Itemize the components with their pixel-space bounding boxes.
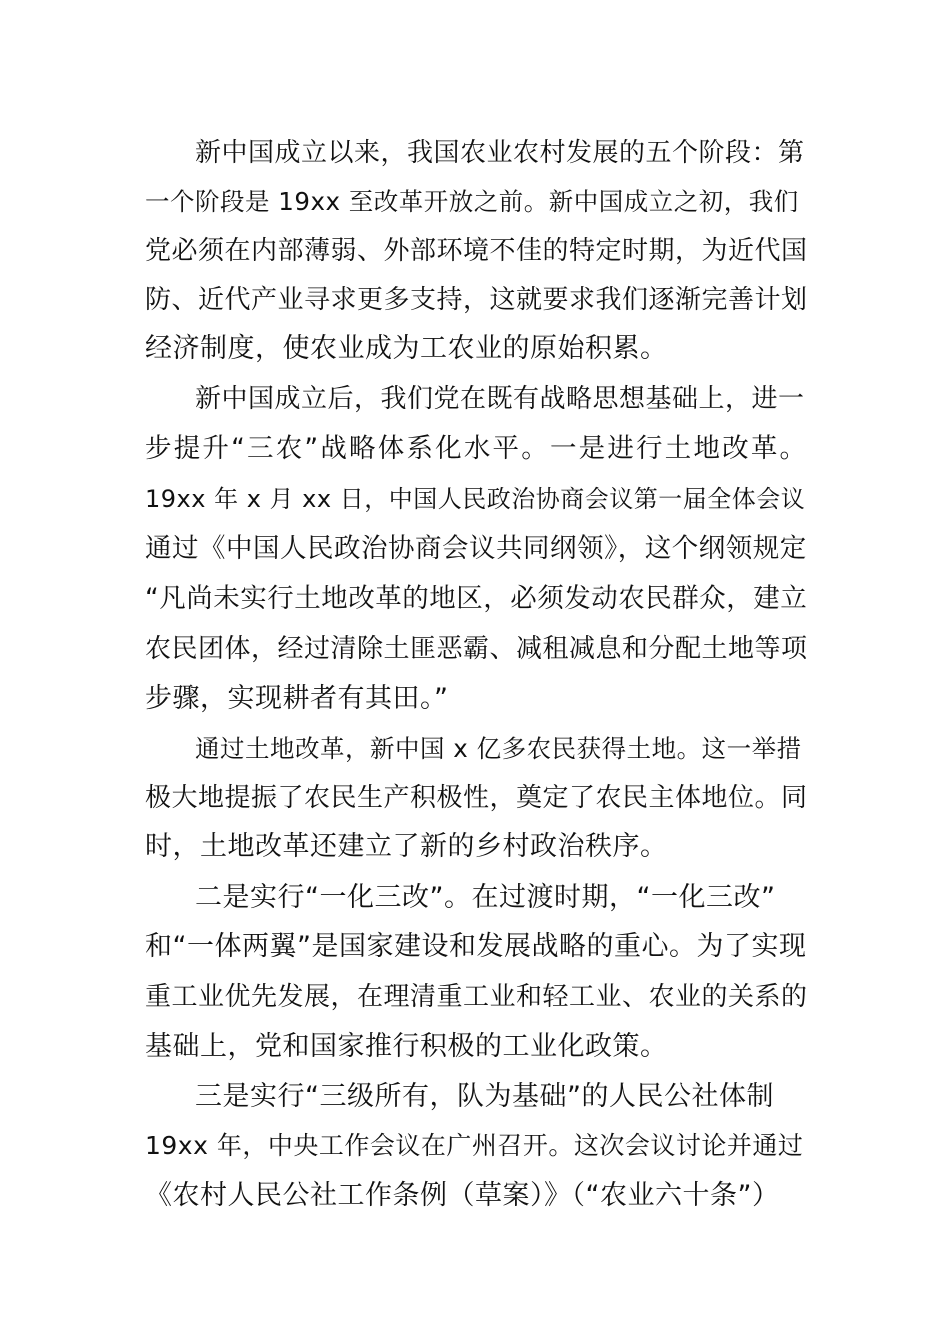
text-line: 防、近代产业寻求更多支持，这就要求我们逐渐完善计划 xyxy=(145,285,808,315)
text-line: 时，土地改革还建立了新的乡村政治秩序。 xyxy=(145,831,668,862)
text-line: 二是实行“一化三改”。在过渡时期，“一化三改” xyxy=(195,882,776,913)
text-line: 《农村人民公社工作条例（草案）》（“农业六十条”） xyxy=(145,1180,780,1211)
text-line: 农民团体，经过清除土匪恶霸、减租减息和分配土地等项 xyxy=(145,634,808,664)
text-line: 新中国成立以来，我国农业农村发展的五个阶段：第 xyxy=(195,138,805,168)
text-line: 通过《中国人民政治协商会议共同纲领》，这个纲领规定 xyxy=(145,533,807,564)
text-line: 党必须在内部薄弱、外部环境不佳的特定时期，为近代国 xyxy=(145,236,808,266)
text-line: 通过土地改革，新中国 x 亿多农民获得土地。这一举措 xyxy=(195,734,802,763)
text-line: 基础上，党和国家推行积极的工业化政策。 xyxy=(145,1031,668,1062)
text-line: 19xx 年 x 月 xx 日，中国人民政治协商会议第一届全体会议 xyxy=(145,485,806,513)
text-line: 19xx 年，中央工作会议在广州召开。这次会议讨论并通过 xyxy=(145,1131,804,1160)
text-line: 步提升“三农”战略体系化水平。一是进行土地改革。 xyxy=(145,433,809,464)
text-line: 和“一体两翼”是国家建设和发展战略的重心。为了实现 xyxy=(145,931,807,962)
text-line: 新中国成立后，我们党在既有战略思想基础上，进一 xyxy=(195,384,805,414)
text-line: 经济制度，使农业成为工农业的原始积累。 xyxy=(145,333,668,364)
text-line: 重工业优先发展，在理清重工业和轻工业、农业的关系的 xyxy=(145,982,808,1012)
text-line: 三是实行“三级所有，队为基础”的人民公社体制 xyxy=(195,1081,774,1112)
text-line: 步骤，实现耕者有其田。” xyxy=(145,683,449,714)
text-line: 极大地提振了农民生产积极性，奠定了农民主体地位。同 xyxy=(145,783,808,813)
text-line: “凡尚未实行土地改革的地区，必须发动农民群众，建立 xyxy=(145,583,808,614)
text-line: 一个阶段是 19xx 至改革开放之前。新中国成立之初，我们 xyxy=(145,187,799,216)
